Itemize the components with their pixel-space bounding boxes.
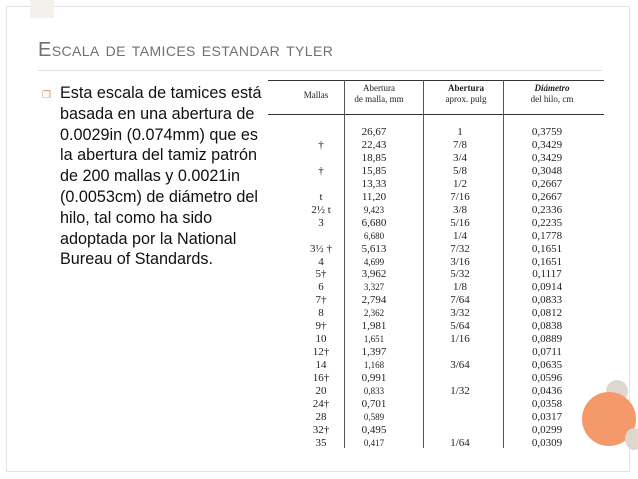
cell-mallas: 3 [318,216,324,229]
cell-abertura: 22,43 [361,138,387,151]
table-top-rule [268,80,604,81]
cell-diametro: 0,0833 [531,294,563,307]
header-diametro [502,83,602,105]
cell-mallas: 28 [315,410,327,423]
cell-mallas: 32† [312,423,330,436]
cell-abertura: 1,397 [361,346,387,359]
cell-mallas: 12† [312,346,330,359]
header-diametro-line1: Diámetro [534,83,570,93]
cell-aprox: 5/8 [452,164,468,177]
tyler-sieve-table [266,78,634,452]
cell-diametro: 0,0711 [532,346,562,359]
cell-aprox: 1/64 [450,436,470,449]
table-row [266,204,634,217]
cell-mallas: † [318,138,324,151]
cell-abertura: 15,85 [361,164,387,177]
cell-mallas: 10 [315,333,327,346]
cell-abertura: 0,589 [363,411,385,422]
cell-mallas: † [318,164,324,177]
table-row [266,411,634,424]
header-aprox-line2: aprox. pulg [445,94,487,104]
cell-abertura: 4,699 [363,256,385,267]
cell-mallas: 7† [315,294,327,307]
cell-diametro: 0,3048 [531,164,563,177]
cell-abertura: 0,417 [363,437,385,448]
cell-abertura: 6,680 [361,216,387,229]
table-row [266,191,634,204]
cell-abertura: 2,794 [361,294,387,307]
cell-diametro: 0,2235 [531,216,563,229]
cell-mallas: 14 [315,359,327,372]
cell-aprox: 3/32 [450,307,470,320]
header-abertura-line1: Abertura [363,83,395,93]
table-row [266,437,634,450]
cell-mallas: 2½ t [311,203,331,216]
cell-diametro: 0,2667 [531,190,563,203]
cell-diametro: 0,0358 [531,397,563,410]
cell-diametro: 0,1117 [532,268,562,281]
cell-diametro: 0,2667 [531,177,563,190]
cell-diametro: 0,0299 [531,423,563,436]
cell-aprox: 3/4 [452,151,468,164]
cell-aprox: 3/8 [452,203,468,216]
header-diametro-line2: del hilo, cm [530,94,574,104]
cell-diametro: 0,0812 [531,307,563,320]
cell-aprox: 1 [457,126,463,138]
cell-abertura: 3,327 [363,282,385,293]
cell-mallas: 35 [315,436,327,449]
header-abertura-line2: de malla, mm [354,94,404,104]
table-row [266,372,634,385]
table-row [266,307,634,320]
table-row [266,178,634,191]
cell-diametro: 0,0596 [531,372,563,385]
cell-mallas: 6 [318,281,324,294]
header-mallas: Mallas [303,90,329,100]
cell-diametro: 0,0889 [531,333,563,346]
cell-abertura: 5,613 [361,242,387,255]
bullet-text: Esta escala de tamices está basada en una abertura de 0.0029in (0.074mm) que es la abertura del tamiz patrón de 200 mallas y 0.0021in (0.0053cm) de diámetro del hilo, tal como ha sido adoptada por la National Bureau of Standards. [60,84,262,269]
table-row [266,333,634,346]
cell-diametro: 0,3759 [531,126,563,138]
table-header-rule [268,114,604,115]
cell-mallas: 20 [315,385,327,397]
cell-aprox: 1/32 [450,385,470,397]
cell-abertura: 11,20 [361,190,387,203]
cell-diametro: 0,1651 [531,255,563,268]
cell-abertura: 18,85 [361,151,387,164]
cell-abertura: 0,495 [361,423,387,436]
cell-aprox: 7/32 [450,242,470,255]
cell-diametro: 0,0914 [531,281,563,294]
cell-aprox: 3/16 [450,255,470,268]
cell-mallas: t [319,190,323,203]
cell-aprox: 1/4 [452,229,468,242]
cell-diametro: 0,1651 [531,242,563,255]
table-row [266,256,634,269]
cell-abertura: 2,362 [363,308,385,319]
table-row [266,268,634,281]
cell-abertura: 1,981 [361,320,387,333]
cell-abertura: 6,680 [363,230,385,241]
cell-diametro: 0,0309 [531,436,563,449]
table-row [266,385,634,398]
cell-abertura: 0,701 [361,397,387,410]
cell-mallas: 3½ † [310,242,332,255]
cell-abertura: 9,423 [363,204,385,215]
cell-diametro: 0,2336 [531,203,563,216]
bullet-marker-icon: ❒ [42,90,51,101]
cell-abertura: 1,651 [363,334,385,345]
cell-abertura: 0,833 [363,386,385,396]
table-row [266,243,634,256]
table-row [266,152,634,165]
cell-mallas: 8 [318,307,324,320]
cell-aprox: 3/64 [450,359,470,372]
cell-abertura: 0,991 [361,372,387,385]
cell-aprox: 1/16 [450,333,470,346]
table-row [266,320,634,333]
cell-mallas: 9† [315,320,327,333]
cell-mallas: 5† [315,268,327,281]
table-row [266,217,634,230]
cell-diametro: 0,1778 [531,229,563,242]
cell-abertura: 26,67 [361,126,387,138]
cell-aprox: 7/8 [452,138,468,151]
table-row [266,294,634,307]
cell-abertura: 13,33 [361,177,387,190]
title-underline [38,70,602,71]
cell-diametro: 0,0436 [531,385,563,397]
table-row [266,346,634,359]
cell-diametro: 0,0838 [531,320,563,333]
cell-diametro: 0,3429 [531,151,563,164]
cell-diametro: 0,3429 [531,138,563,151]
table-row [266,398,634,411]
table-row [266,359,634,372]
table-row [266,424,634,437]
cell-aprox: 5/64 [450,320,470,333]
table-row [266,139,634,152]
cell-diametro: 0,0317 [531,410,563,423]
cell-mallas: 4 [318,255,324,268]
cell-aprox: 5/16 [450,216,470,229]
header-abertura [334,83,424,105]
table-row [266,126,634,139]
slide-title: Escala de tamices estandar tyler [38,39,334,61]
cell-aprox: 7/16 [450,190,470,203]
header-aprox [426,83,506,105]
cell-aprox: 5/32 [450,268,470,281]
cell-abertura: 3,962 [361,268,387,281]
cell-aprox: 1/8 [452,281,468,294]
cell-mallas: 16† [312,372,330,385]
cell-mallas: 24† [312,397,330,410]
table-row [266,281,634,294]
top-decoration-bar [30,0,54,18]
header-aprox-line1: Abertura [448,83,484,93]
cell-aprox: 7/64 [450,294,470,307]
cell-abertura: 1,168 [363,360,385,371]
cell-aprox: 1/2 [452,177,468,190]
table-row [266,230,634,243]
table-row [266,165,634,178]
cell-diametro: 0,0635 [531,359,563,372]
